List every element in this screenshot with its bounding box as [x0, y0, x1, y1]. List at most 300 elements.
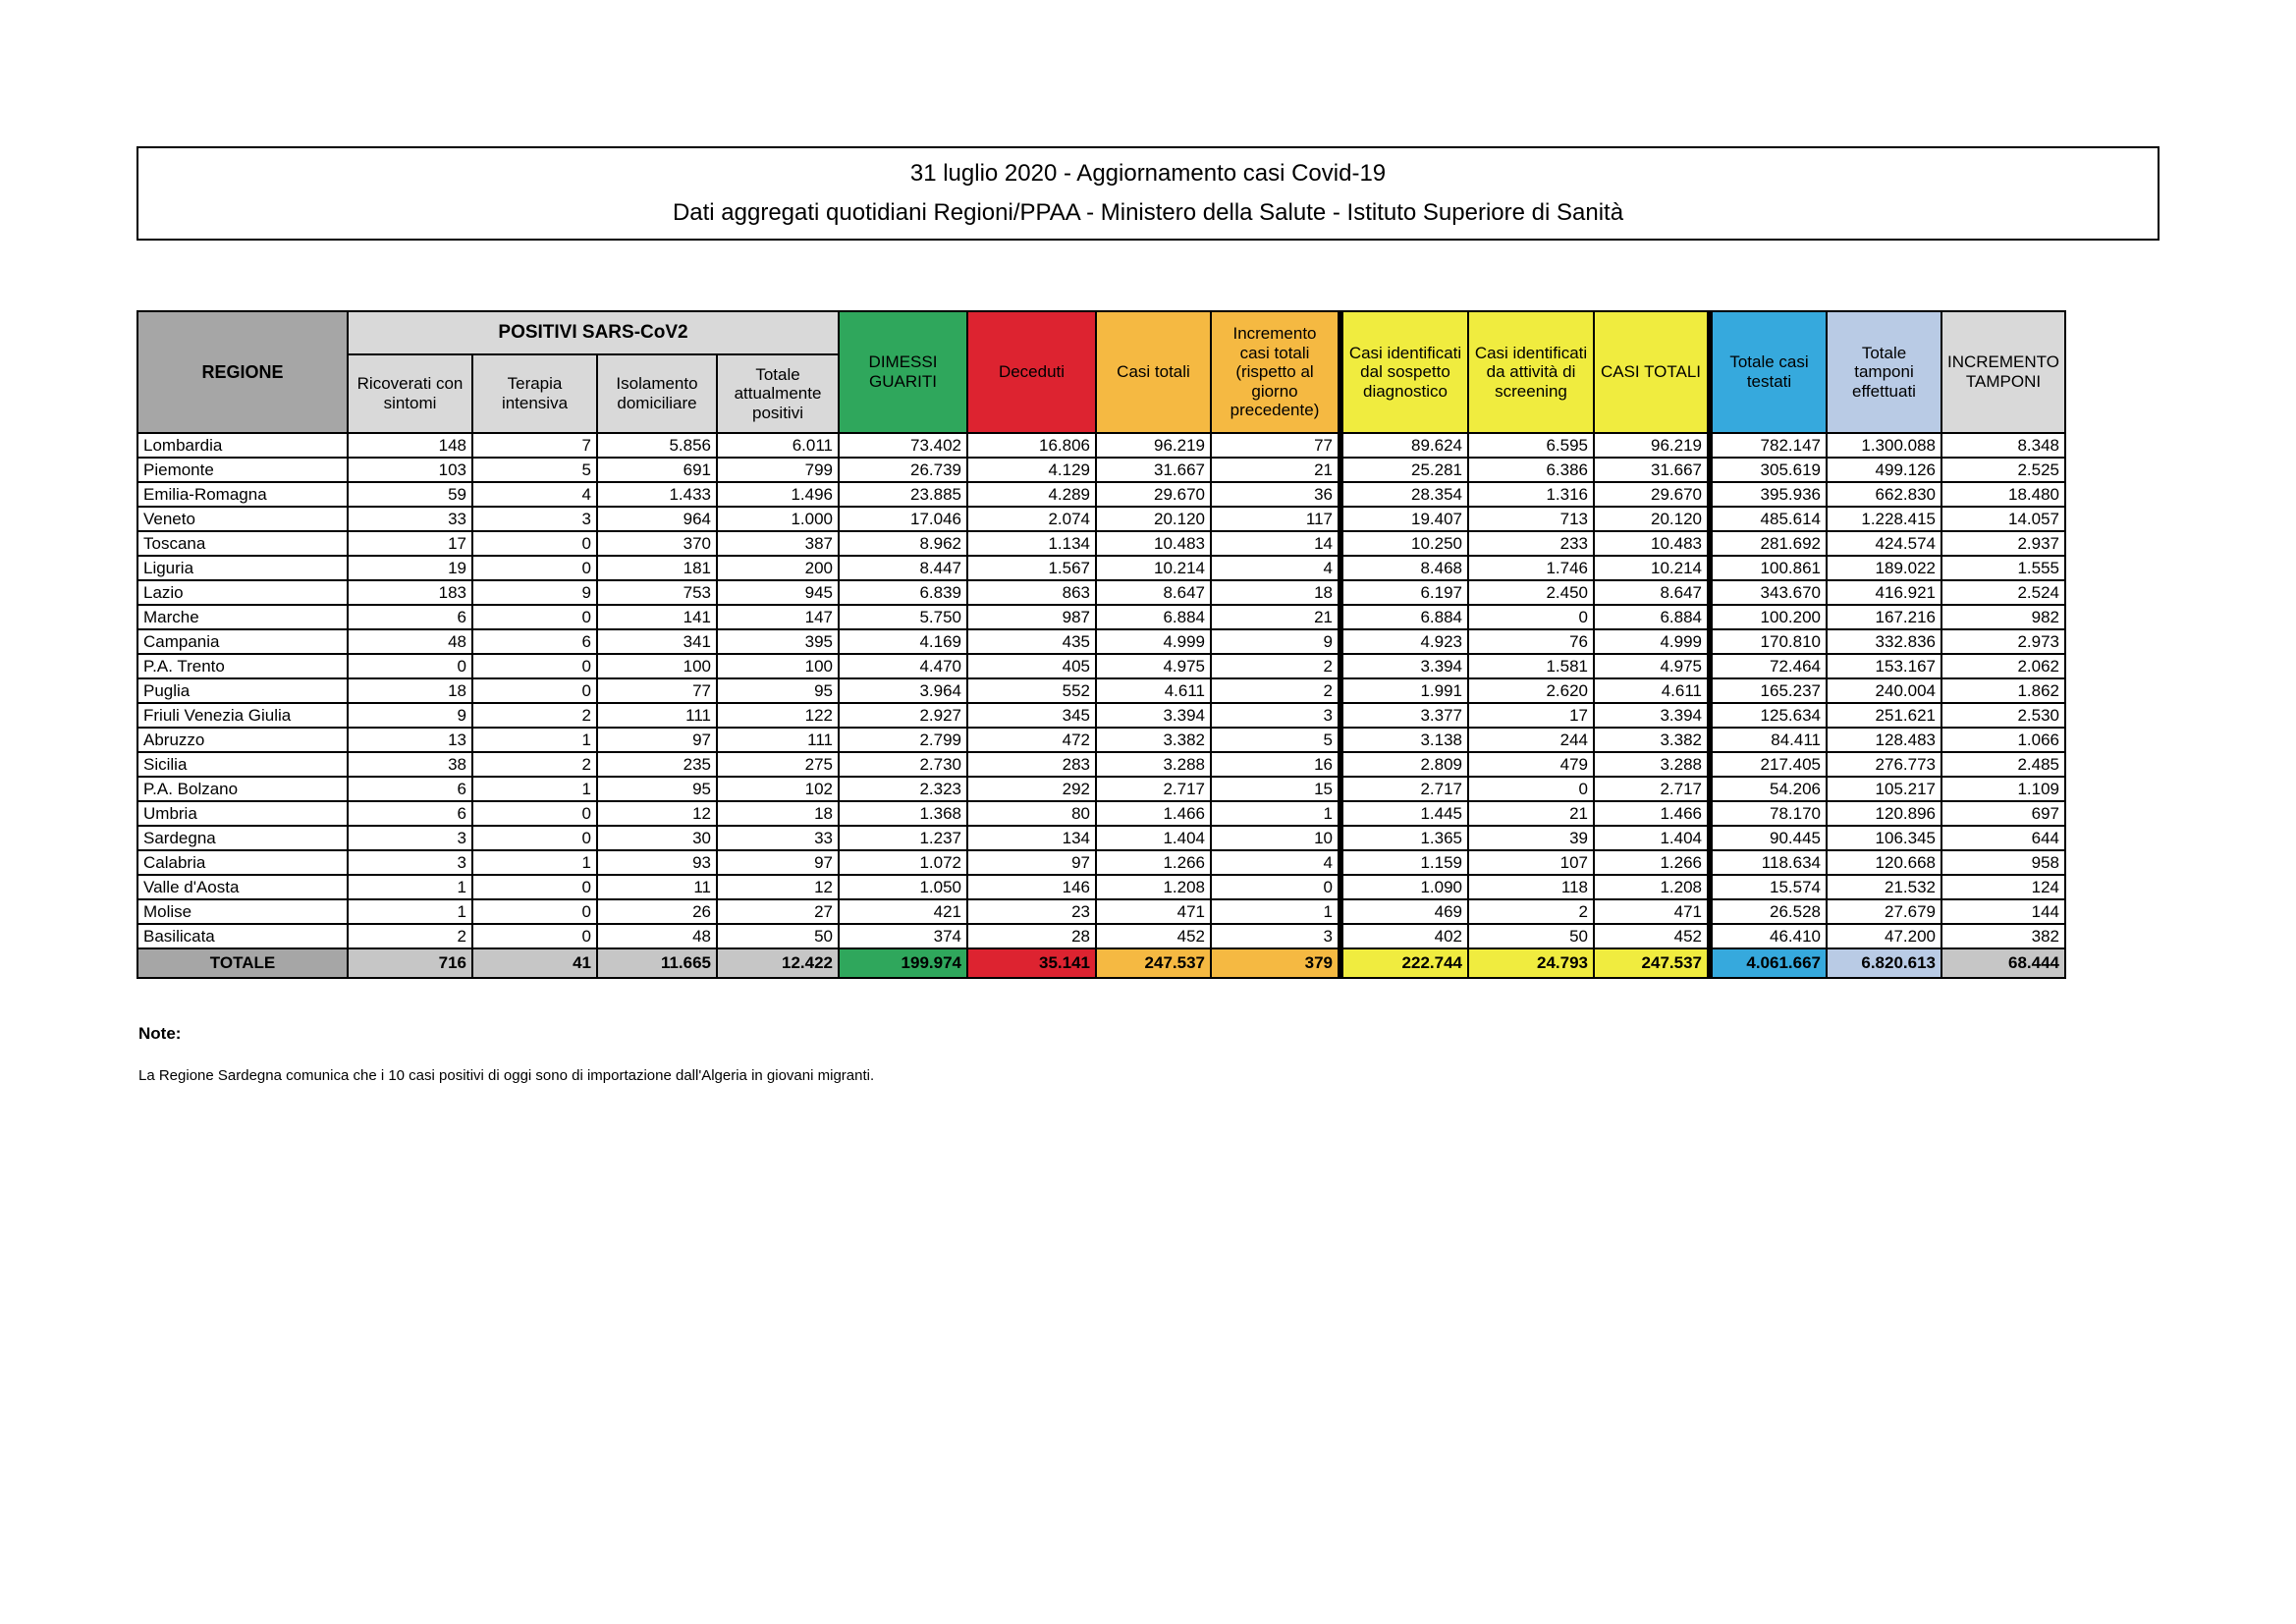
- value-cell: 1.109: [1941, 777, 2065, 801]
- value-cell: 1.000: [717, 507, 839, 531]
- value-cell: 471: [1096, 899, 1211, 924]
- value-cell: 1.862: [1941, 678, 2065, 703]
- value-cell: 4.470: [839, 654, 967, 678]
- value-cell: 181: [597, 556, 717, 580]
- header-casi-totali: Casi totali: [1096, 311, 1211, 433]
- value-cell: 28.354: [1340, 482, 1468, 507]
- value-cell: 3.377: [1340, 703, 1468, 728]
- value-cell: 395: [717, 629, 839, 654]
- value-cell: 5.750: [839, 605, 967, 629]
- value-cell: 1.266: [1096, 850, 1211, 875]
- value-cell: 76: [1468, 629, 1594, 654]
- value-cell: 10.214: [1096, 556, 1211, 580]
- value-cell: 33: [717, 826, 839, 850]
- table-row: [137, 458, 2065, 482]
- header-ricoverati-sintomi: Ricoverati con sintomi: [348, 354, 472, 433]
- value-cell: 3.288: [1594, 752, 1710, 777]
- header-incremento-casi: Incremento casi totali (rispetto al giorno precedente): [1211, 311, 1340, 433]
- table-row: [137, 654, 2065, 678]
- value-cell: 73.402: [839, 433, 967, 458]
- table-row: [137, 826, 2065, 850]
- notes-heading: Note:: [138, 1024, 182, 1043]
- value-cell: 370: [597, 531, 717, 556]
- value-cell: 782.147: [1710, 433, 1827, 458]
- value-cell: 1: [472, 728, 597, 752]
- value-cell: 697: [1941, 801, 2065, 826]
- value-cell: 1.208: [1594, 875, 1710, 899]
- value-cell: 21: [1211, 605, 1340, 629]
- value-cell: 713: [1468, 507, 1594, 531]
- value-cell: 2.620: [1468, 678, 1594, 703]
- report-title-line1: 31 luglio 2020 - Aggiornamento casi Covid-19: [909, 160, 1387, 188]
- value-cell: 95: [597, 777, 717, 801]
- value-cell: 1.050: [839, 875, 967, 899]
- value-cell: 19.407: [1340, 507, 1468, 531]
- value-cell: 128.483: [1827, 728, 1941, 752]
- table-row: [137, 752, 2065, 777]
- value-cell: 1: [1211, 899, 1340, 924]
- value-cell: 125.634: [1710, 703, 1827, 728]
- value-cell: 0: [472, 801, 597, 826]
- table-row: [137, 507, 2065, 531]
- value-cell: 2.799: [839, 728, 967, 752]
- table-row: [137, 899, 2065, 924]
- value-cell: 1.072: [839, 850, 967, 875]
- header-casi-totali-caps: CASI TOTALI: [1594, 311, 1710, 433]
- value-cell: 27.679: [1827, 899, 1941, 924]
- value-cell: 1.066: [1941, 728, 2065, 752]
- value-cell: 452: [1594, 924, 1710, 948]
- value-cell: 1.567: [967, 556, 1096, 580]
- table-row: [137, 728, 2065, 752]
- value-cell: 26: [597, 899, 717, 924]
- value-cell: 402: [1340, 924, 1468, 948]
- value-cell: 0: [472, 875, 597, 899]
- value-cell: 1.404: [1594, 826, 1710, 850]
- region-name-cell: Molise: [137, 899, 348, 924]
- value-cell: 6.197: [1340, 580, 1468, 605]
- total-value-cell: 11.665: [597, 948, 717, 978]
- value-cell: 345: [967, 703, 1096, 728]
- value-cell: 0: [472, 826, 597, 850]
- value-cell: 4.129: [967, 458, 1096, 482]
- value-cell: 2: [472, 703, 597, 728]
- value-cell: 141: [597, 605, 717, 629]
- value-cell: 662.830: [1827, 482, 1941, 507]
- value-cell: 9: [348, 703, 472, 728]
- value-cell: 39: [1468, 826, 1594, 850]
- value-cell: 25.281: [1340, 458, 1468, 482]
- value-cell: 644: [1941, 826, 2065, 850]
- value-cell: 97: [597, 728, 717, 752]
- header-terapia-intensiva: Terapia intensiva: [472, 354, 597, 433]
- value-cell: 2.717: [1096, 777, 1211, 801]
- table-row: [137, 433, 2065, 458]
- value-cell: 1.404: [1096, 826, 1211, 850]
- value-cell: 945: [717, 580, 839, 605]
- notes-body: La Regione Sardegna comunica che i 10 casi positivi di oggi sono di importazione dall'Algeria in giovani migranti.: [138, 1067, 875, 1084]
- table-row: [137, 605, 2065, 629]
- value-cell: 183: [348, 580, 472, 605]
- value-cell: 7: [472, 433, 597, 458]
- value-cell: 6.884: [1594, 605, 1710, 629]
- value-cell: 6.011: [717, 433, 839, 458]
- region-name-cell: P.A. Bolzano: [137, 777, 348, 801]
- table-row: [137, 777, 2065, 801]
- value-cell: 2.973: [1941, 629, 2065, 654]
- value-cell: 0: [1468, 605, 1594, 629]
- value-cell: 958: [1941, 850, 2065, 875]
- value-cell: 964: [597, 507, 717, 531]
- value-cell: 753: [597, 580, 717, 605]
- header-dimessi-guariti: DIMESSI GUARITI: [839, 311, 967, 433]
- value-cell: 1.555: [1941, 556, 2065, 580]
- value-cell: 1.134: [967, 531, 1096, 556]
- total-value-cell: 41: [472, 948, 597, 978]
- table-row: [137, 556, 2065, 580]
- value-cell: 485.614: [1710, 507, 1827, 531]
- value-cell: 305.619: [1710, 458, 1827, 482]
- report-title-line2: Dati aggregati quotidiani Regioni/PPAA - Ministero della Salute - Istituto Superiore di Sanità: [672, 198, 1624, 226]
- value-cell: 281.692: [1710, 531, 1827, 556]
- value-cell: 29.670: [1594, 482, 1710, 507]
- value-cell: 48: [348, 629, 472, 654]
- value-cell: 1: [472, 777, 597, 801]
- total-row: [137, 948, 2065, 978]
- table-row: [137, 703, 2065, 728]
- value-cell: 0: [472, 654, 597, 678]
- value-cell: 1.368: [839, 801, 967, 826]
- value-cell: 77: [1211, 433, 1340, 458]
- value-cell: 31.667: [1594, 458, 1710, 482]
- value-cell: 2.323: [839, 777, 967, 801]
- total-value-cell: 247.537: [1096, 948, 1211, 978]
- value-cell: 341: [597, 629, 717, 654]
- value-cell: 6.595: [1468, 433, 1594, 458]
- value-cell: 2.524: [1941, 580, 2065, 605]
- value-cell: 29.670: [1096, 482, 1211, 507]
- value-cell: 97: [717, 850, 839, 875]
- value-cell: 111: [717, 728, 839, 752]
- value-cell: 479: [1468, 752, 1594, 777]
- value-cell: 6.386: [1468, 458, 1594, 482]
- value-cell: 217.405: [1710, 752, 1827, 777]
- region-name-cell: Umbria: [137, 801, 348, 826]
- value-cell: 189.022: [1827, 556, 1941, 580]
- total-label-cell: TOTALE: [137, 948, 348, 978]
- region-name-cell: Piemonte: [137, 458, 348, 482]
- value-cell: 1: [472, 850, 597, 875]
- value-cell: 100: [597, 654, 717, 678]
- value-cell: 120.896: [1827, 801, 1941, 826]
- value-cell: 4.999: [1594, 629, 1710, 654]
- value-cell: 1: [348, 899, 472, 924]
- value-cell: 3.288: [1096, 752, 1211, 777]
- value-cell: 47.200: [1827, 924, 1941, 948]
- value-cell: 9: [472, 580, 597, 605]
- value-cell: 97: [967, 850, 1096, 875]
- value-cell: 23.885: [839, 482, 967, 507]
- value-cell: 10: [1211, 826, 1340, 850]
- value-cell: 2.525: [1941, 458, 2065, 482]
- covid-data-table: [137, 310, 2066, 979]
- value-cell: 3.394: [1594, 703, 1710, 728]
- region-name-cell: Liguria: [137, 556, 348, 580]
- table-row: [137, 801, 2065, 826]
- value-cell: 111: [597, 703, 717, 728]
- value-cell: 144: [1941, 899, 2065, 924]
- value-cell: 4: [472, 482, 597, 507]
- table-row: [137, 482, 2065, 507]
- value-cell: 134: [967, 826, 1096, 850]
- total-value-cell: 35.141: [967, 948, 1096, 978]
- value-cell: 13: [348, 728, 472, 752]
- total-value-cell: 222.744: [1340, 948, 1468, 978]
- value-cell: 2.074: [967, 507, 1096, 531]
- value-cell: 1.991: [1340, 678, 1468, 703]
- value-cell: 2.717: [1340, 777, 1468, 801]
- value-cell: 36: [1211, 482, 1340, 507]
- total-value-cell: 12.422: [717, 948, 839, 978]
- table-row: [137, 580, 2065, 605]
- header-casi-screening: Casi identificati da attività di screening: [1468, 311, 1594, 433]
- value-cell: 3: [348, 826, 472, 850]
- value-cell: 416.921: [1827, 580, 1941, 605]
- region-name-cell: Toscana: [137, 531, 348, 556]
- value-cell: 38: [348, 752, 472, 777]
- value-cell: 20.120: [1594, 507, 1710, 531]
- value-cell: 469: [1340, 899, 1468, 924]
- value-cell: 0: [1468, 777, 1594, 801]
- value-cell: 240.004: [1827, 678, 1941, 703]
- value-cell: 2.530: [1941, 703, 2065, 728]
- header-totale-attualmente-positivi: Totale attualmente positivi: [717, 354, 839, 433]
- value-cell: 18: [717, 801, 839, 826]
- total-value-cell: 247.537: [1594, 948, 1710, 978]
- value-cell: 283: [967, 752, 1096, 777]
- value-cell: 1.466: [1096, 801, 1211, 826]
- header-deceduti: Deceduti: [967, 311, 1096, 433]
- value-cell: 275: [717, 752, 839, 777]
- value-cell: 421: [839, 899, 967, 924]
- value-cell: 332.836: [1827, 629, 1941, 654]
- value-cell: 50: [1468, 924, 1594, 948]
- region-name-cell: Sicilia: [137, 752, 348, 777]
- value-cell: 471: [1594, 899, 1710, 924]
- value-cell: 3.394: [1096, 703, 1211, 728]
- region-name-cell: Lazio: [137, 580, 348, 605]
- value-cell: 1: [1211, 801, 1340, 826]
- region-name-cell: Campania: [137, 629, 348, 654]
- value-cell: 27: [717, 899, 839, 924]
- value-cell: 1.466: [1594, 801, 1710, 826]
- value-cell: 5: [1211, 728, 1340, 752]
- value-cell: 0: [348, 654, 472, 678]
- value-cell: 2: [348, 924, 472, 948]
- value-cell: 10.250: [1340, 531, 1468, 556]
- value-cell: 93: [597, 850, 717, 875]
- value-cell: 3.964: [839, 678, 967, 703]
- value-cell: 387: [717, 531, 839, 556]
- value-cell: 6: [348, 801, 472, 826]
- value-cell: 276.773: [1827, 752, 1941, 777]
- value-cell: 117: [1211, 507, 1340, 531]
- value-cell: 54.206: [1710, 777, 1827, 801]
- region-name-cell: Lombardia: [137, 433, 348, 458]
- value-cell: 100.861: [1710, 556, 1827, 580]
- value-cell: 1.365: [1340, 826, 1468, 850]
- table-footer: [137, 948, 2065, 978]
- value-cell: 452: [1096, 924, 1211, 948]
- value-cell: 552: [967, 678, 1096, 703]
- value-cell: 374: [839, 924, 967, 948]
- value-cell: 118.634: [1710, 850, 1827, 875]
- value-cell: 2.485: [1941, 752, 2065, 777]
- table-row: [137, 924, 2065, 948]
- value-cell: 28: [967, 924, 1096, 948]
- value-cell: 2.927: [839, 703, 967, 728]
- value-cell: 343.670: [1710, 580, 1827, 605]
- value-cell: 3.138: [1340, 728, 1468, 752]
- value-cell: 244: [1468, 728, 1594, 752]
- value-cell: 3: [348, 850, 472, 875]
- value-cell: 251.621: [1827, 703, 1941, 728]
- total-value-cell: 379: [1211, 948, 1340, 978]
- title-box: [137, 146, 2159, 241]
- value-cell: 1.090: [1340, 875, 1468, 899]
- value-cell: 0: [472, 899, 597, 924]
- value-cell: 118: [1468, 875, 1594, 899]
- value-cell: 3.382: [1594, 728, 1710, 752]
- value-cell: 863: [967, 580, 1096, 605]
- region-name-cell: Emilia-Romagna: [137, 482, 348, 507]
- value-cell: 10.214: [1594, 556, 1710, 580]
- total-value-cell: 68.444: [1941, 948, 2065, 978]
- header-incremento-tamponi: INCREMENTO TAMPONI: [1941, 311, 2065, 433]
- value-cell: 6: [348, 605, 472, 629]
- value-cell: 8.348: [1941, 433, 2065, 458]
- table-row: [137, 629, 2065, 654]
- region-name-cell: Valle d'Aosta: [137, 875, 348, 899]
- value-cell: 4.975: [1096, 654, 1211, 678]
- value-cell: 1.228.415: [1827, 507, 1941, 531]
- value-cell: 5.856: [597, 433, 717, 458]
- value-cell: 6: [472, 629, 597, 654]
- value-cell: 1.159: [1340, 850, 1468, 875]
- value-cell: 16.806: [967, 433, 1096, 458]
- value-cell: 153.167: [1827, 654, 1941, 678]
- header-totale-casi-testati: Totale casi testati: [1710, 311, 1827, 433]
- value-cell: 26.739: [839, 458, 967, 482]
- value-cell: 23: [967, 899, 1096, 924]
- value-cell: 21: [1468, 801, 1594, 826]
- value-cell: 1.316: [1468, 482, 1594, 507]
- table-body: [137, 433, 2065, 948]
- value-cell: 107: [1468, 850, 1594, 875]
- value-cell: 982: [1941, 605, 2065, 629]
- value-cell: 148: [348, 433, 472, 458]
- value-cell: 8.447: [839, 556, 967, 580]
- header-regione: REGIONE: [137, 311, 348, 433]
- value-cell: 2.717: [1594, 777, 1710, 801]
- region-name-cell: Sardegna: [137, 826, 348, 850]
- value-cell: 12: [717, 875, 839, 899]
- notes-section: [138, 1024, 1906, 1084]
- value-cell: 120.668: [1827, 850, 1941, 875]
- value-cell: 165.237: [1710, 678, 1827, 703]
- value-cell: 59: [348, 482, 472, 507]
- value-cell: 382: [1941, 924, 2065, 948]
- total-value-cell: 199.974: [839, 948, 967, 978]
- region-name-cell: Veneto: [137, 507, 348, 531]
- value-cell: 9: [1211, 629, 1340, 654]
- value-cell: 14: [1211, 531, 1340, 556]
- value-cell: 1.445: [1340, 801, 1468, 826]
- value-cell: 472: [967, 728, 1096, 752]
- value-cell: 100.200: [1710, 605, 1827, 629]
- value-cell: 15.574: [1710, 875, 1827, 899]
- value-cell: 122: [717, 703, 839, 728]
- table-row: [137, 678, 2065, 703]
- value-cell: 146: [967, 875, 1096, 899]
- region-name-cell: Abruzzo: [137, 728, 348, 752]
- value-cell: 4: [1211, 556, 1340, 580]
- table-header: [137, 311, 2065, 433]
- value-cell: 10.483: [1096, 531, 1211, 556]
- value-cell: 5: [472, 458, 597, 482]
- value-cell: 50: [717, 924, 839, 948]
- value-cell: 0: [472, 678, 597, 703]
- value-cell: 499.126: [1827, 458, 1941, 482]
- value-cell: 0: [1211, 875, 1340, 899]
- value-cell: 21: [1211, 458, 1340, 482]
- value-cell: 799: [717, 458, 839, 482]
- value-cell: 20.120: [1096, 507, 1211, 531]
- value-cell: 4.611: [1096, 678, 1211, 703]
- value-cell: 1.496: [717, 482, 839, 507]
- value-cell: 100: [717, 654, 839, 678]
- value-cell: 1.300.088: [1827, 433, 1941, 458]
- value-cell: 17: [348, 531, 472, 556]
- value-cell: 6.884: [1096, 605, 1211, 629]
- value-cell: 4.999: [1096, 629, 1211, 654]
- value-cell: 105.217: [1827, 777, 1941, 801]
- value-cell: 3: [1211, 703, 1340, 728]
- value-cell: 233: [1468, 531, 1594, 556]
- value-cell: 4.975: [1594, 654, 1710, 678]
- value-cell: 200: [717, 556, 839, 580]
- value-cell: 2.730: [839, 752, 967, 777]
- value-cell: 6.839: [839, 580, 967, 605]
- value-cell: 3.394: [1340, 654, 1468, 678]
- value-cell: 435: [967, 629, 1096, 654]
- value-cell: 6.884: [1340, 605, 1468, 629]
- value-cell: 3: [1211, 924, 1340, 948]
- value-cell: 21.532: [1827, 875, 1941, 899]
- value-cell: 18.480: [1941, 482, 2065, 507]
- value-cell: 12: [597, 801, 717, 826]
- value-cell: 0: [472, 605, 597, 629]
- value-cell: 33: [348, 507, 472, 531]
- value-cell: 405: [967, 654, 1096, 678]
- value-cell: 147: [717, 605, 839, 629]
- value-cell: 235: [597, 752, 717, 777]
- value-cell: 103: [348, 458, 472, 482]
- value-cell: 8.468: [1340, 556, 1468, 580]
- value-cell: 3: [472, 507, 597, 531]
- value-cell: 1.433: [597, 482, 717, 507]
- value-cell: 1.581: [1468, 654, 1594, 678]
